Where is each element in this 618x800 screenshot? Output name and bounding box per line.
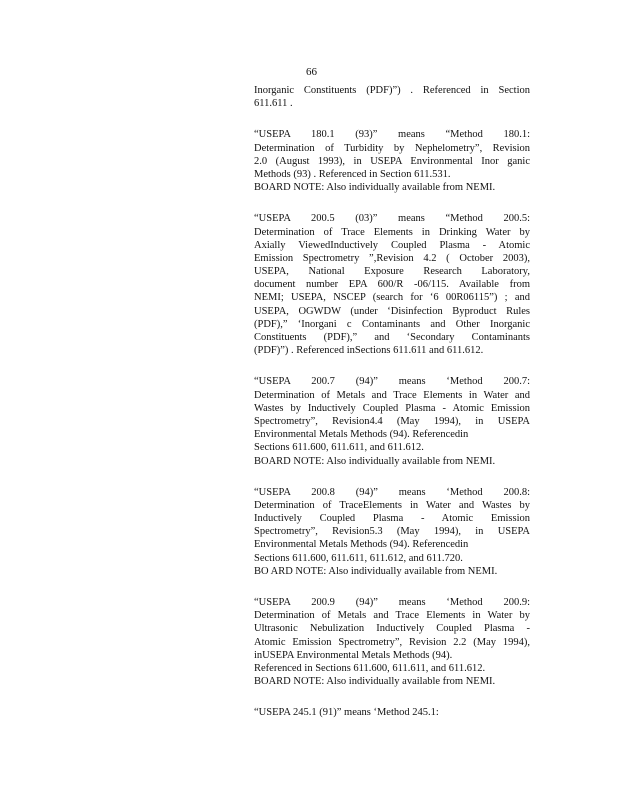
text-line: 611.611 . xyxy=(254,98,293,110)
text-line: Determination of Metals and Trace Elements in Water and xyxy=(254,389,530,401)
text-line: Determination of Trace Elements in Drinking Water by xyxy=(254,226,530,238)
text-line: USEPA, National Exposure Research Laboratory, xyxy=(254,266,530,278)
text-line: Environmental Metals Methods (94). Referencedin xyxy=(254,429,469,441)
text-line: inUSEPA Environmental Metals Methods (94). xyxy=(254,649,453,661)
text-line: “USEPA 200.9 (94)” means ‘Method 200.9: xyxy=(254,597,530,608)
paragraph-usepa-200-5 xyxy=(254,212,530,357)
page-number: 66 xyxy=(306,66,317,78)
text-line: Sections 611.600, 611.611, 611.612, and 611.720. xyxy=(254,552,463,564)
text-line: Ultrasonic Nebulization Inductively Coupled Plasma - xyxy=(254,623,530,635)
board-note: BOARD NOTE: Also individually available from NEMI. xyxy=(254,182,496,194)
paragraph-usepa-200-8 xyxy=(254,486,530,578)
text-line: Emission Spectrometry ”,Revision 4.2 ( October 2003), xyxy=(254,252,530,264)
text-line: Environmental Metals Methods (94). Referencedin xyxy=(254,539,469,551)
text-line: Constituents (PDF),” and ‘Secondary Contaminants xyxy=(254,332,530,343)
text-line: NEMI; USEPA, NSCEP (search for ‘6 00R06115”) ; and xyxy=(254,292,530,304)
text-line: 2.0 (August 1993), in USEPA Environmental Inor ganic xyxy=(254,155,530,167)
text-line: Spectrometry”, Revision4.4 (May 1994), in USEPA xyxy=(254,415,530,427)
text-line: document number EPA 600/R -06/115. Available from xyxy=(254,279,530,291)
text-line: (PDF)”) . Referenced inSections 611.611 and 611.612. xyxy=(254,345,484,357)
text-line: “USEPA 200.7 (94)” means ‘Method 200.7: xyxy=(254,376,530,388)
paragraph-usepa-200-7 xyxy=(254,375,530,467)
board-note: BOARD NOTE: Also individually available from NEMI. xyxy=(254,455,496,467)
document-body xyxy=(254,84,530,738)
board-note: BO ARD NOTE: Also individually available from NEMI. xyxy=(254,565,498,577)
text-line: Spectrometry”, Revision5.3 (May 1994), in USEPA xyxy=(254,526,530,538)
text-line: Methods (93) . Referenced in Section 611.531. xyxy=(254,168,451,180)
paragraph-usepa-180-1 xyxy=(254,128,530,194)
text-line: “USEPA 200.8 (94)” means ‘Method 200.8: xyxy=(254,486,530,498)
text-line: USEPA, OGWDW (under ‘Disinfection Byproduct Rules xyxy=(254,305,530,317)
text-line: Referenced in Sections 611.600, 611.611, and 611.612. xyxy=(254,662,486,674)
text-line: Determination of Metals and Trace Elements in Water by xyxy=(254,610,530,622)
text-line: Inorganic Constituents (PDF)”) . Referenced in Section xyxy=(254,85,530,96)
text-line: (PDF),” ‘Inorgani c Contaminants and Other Inorganic xyxy=(254,318,530,330)
text-line: Sections 611.600, 611.611, and 611.612. xyxy=(254,442,424,454)
text-line: Determination of TraceElements in Water and Wastes by xyxy=(254,499,530,511)
paragraph-inorganic-constituents-continued xyxy=(254,84,530,110)
paragraph-usepa-245-1 xyxy=(254,706,530,719)
text-line: Determination of Turbidity by Nephelometry”, Revision xyxy=(254,142,530,154)
paragraph-usepa-200-9 xyxy=(254,596,530,688)
text-line: Axially ViewedInductively Coupled Plasma - Atomic xyxy=(254,239,530,251)
text-line: Inductively Coupled Plasma - Atomic Emission xyxy=(254,513,530,525)
text-line: “USEPA 180.1 (93)” means “Method 180.1: xyxy=(254,129,530,141)
text-line: “USEPA 200.5 (03)” means “Method 200.5: xyxy=(254,213,530,225)
text-line: Atomic Emission Spectrometry”, Revision 2.2 (May 1994), xyxy=(254,636,530,648)
text-line: Wastes by Inductively Coupled Plasma - Atomic Emission xyxy=(254,402,530,414)
text-line: “USEPA 245.1 (91)” means ‘Method 245.1: xyxy=(254,707,439,719)
board-note: BOARD NOTE: Also individually available from NEMI. xyxy=(254,676,496,688)
